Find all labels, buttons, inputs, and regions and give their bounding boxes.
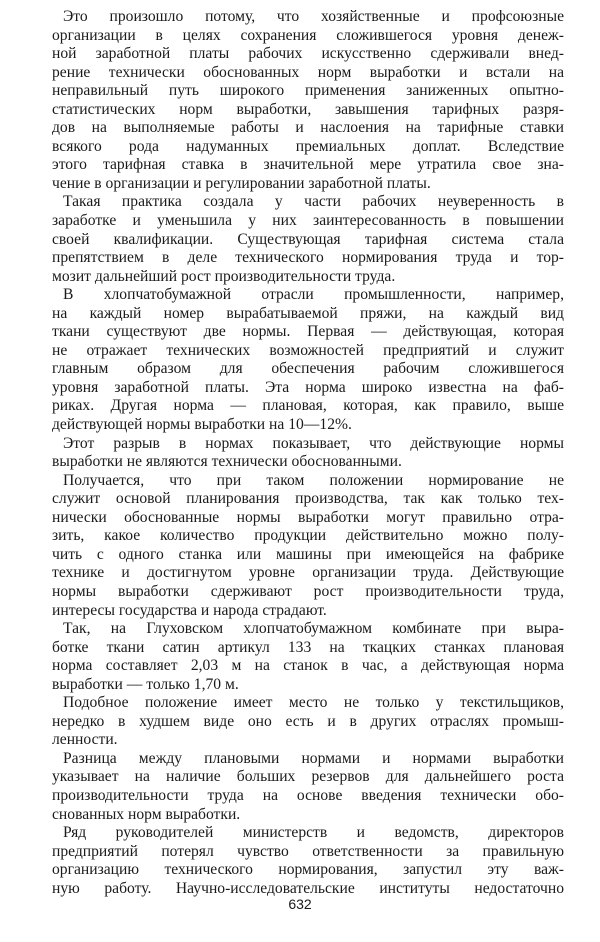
text-line: чить с одного станка или машины при имеющейся на фабрике (52, 545, 564, 563)
paragraph (52, 694, 564, 750)
text-line: своей квалификации. Существующая тарифная система стала (52, 230, 564, 248)
text-line: риках. Другая норма — плановая, которая, как правило, выше (52, 397, 564, 415)
text-line: указывает на наличие больших резервов для дальнейшего роста (52, 768, 564, 786)
text-line: организации в целях сохранения сложившегося уровня денеж- (52, 26, 564, 44)
paragraph (52, 472, 564, 620)
text-line: главным образом для обеспечения рабочим сложившегося (52, 360, 564, 378)
text-line: Разница между плановыми нормами и нормами выработки (63, 749, 564, 767)
text-line: чение в организации и регулировании заработной платы. (52, 174, 431, 192)
text-line: служит основой планирования производства, так как только тех- (52, 490, 564, 508)
text-line: нередко в худшем виде оно есть и в других отраслях промыш- (52, 712, 564, 730)
text-line: Такая практика создала у части рабочих неуверенность в (63, 193, 564, 211)
text-line: технике и достигнутом уровне организации труда. Действующие (52, 564, 564, 582)
text-line: ную работу. Научно-исследовательские институты недостаточно (52, 879, 564, 897)
text-line: интересы государства и народа страдают. (52, 601, 327, 619)
text-line: неправильный путь широкого применения заниженных опытно- (52, 82, 564, 100)
text-line: ботке ткани сатин артикул 133 на ткацких станках плановая (52, 638, 564, 656)
text-line: действующей нормы выработки на 10—12%. (52, 416, 352, 434)
paragraph (52, 286, 564, 434)
text-line: препятствием в деле технического нормирования труда и тор- (52, 249, 564, 267)
text-line: на каждый номер вырабатываемой пряжи, на каждый вид (52, 304, 564, 322)
text-line: организацию технического нормирования, запустил эту важ- (52, 861, 564, 879)
text-line: ленности. (52, 731, 118, 749)
text-line: выработки не являются технически обоснованными. (52, 453, 402, 471)
text-line: Этот разрыв в нормах показывает, что действующие нормы (63, 434, 564, 452)
text-line: Это произошло потому, что хозяйственные и профсоюзные (63, 8, 564, 25)
text-line: мозит дальнейший рост производительности труда. (52, 267, 396, 285)
paragraph (52, 193, 564, 286)
text-line: Ряд руководителей министерств и ведомств, директоров (63, 824, 564, 842)
text-line: В хлопчатобумажной отрасли промышленности, например, (63, 286, 564, 304)
text-line: всякого рода надуманных премиальных доплат. Вследствие (52, 137, 564, 155)
text-line: выработки — только 1,70 м. (52, 675, 239, 693)
page-body (52, 8, 564, 898)
text-line: Получается, что при таком положении нормирование не (63, 471, 564, 489)
page-number: 632 (288, 896, 312, 912)
text-line: производительности труда на основе введения технически обо- (52, 786, 564, 804)
paragraph (52, 824, 564, 898)
text-line: рение технически обоснованных норм выработки и встали на (52, 63, 564, 81)
text-line: Подобное положение имеет место не только у текстильщиков, (63, 694, 564, 712)
text-line: этого тарифная ставка в значительной мере утратила свое зна- (52, 156, 564, 174)
paragraph (52, 750, 564, 824)
text-line: зить, какое количество продукции действительно можно полу- (52, 527, 564, 545)
text-line: статистических норм выработки, завышения тарифных разря- (52, 100, 564, 118)
text-line: норма составляет 2,03 м на станок в час, а действующая норма (52, 657, 564, 675)
paragraph (52, 620, 564, 694)
paragraph (52, 435, 564, 472)
text-line: ной заработной платы рабочих искусственно сдерживали внед- (52, 45, 564, 63)
text-line: уровня заработной платы. Эта норма широко известна на фаб- (52, 378, 564, 396)
text-line: дов на выполняемые работы и наслоения на тарифные ставки (52, 119, 564, 137)
text-line: нически обоснованные нормы выработки могут правильно отра- (52, 508, 564, 526)
text-line: нормы выработки сдерживают рост производительности труда, (52, 582, 564, 600)
text-line: ткани существуют две нормы. Первая — действующая, которая (52, 323, 564, 341)
text-line: снованных норм выработки. (52, 805, 241, 823)
text-line: Так, на Глуховском хлопчатобумажном комбинате при выра- (63, 620, 564, 638)
text-line: заработке и уменьшила у них заинтересованность в повышении (52, 212, 564, 230)
text-line: не отражает технических возможностей предприятий и служит (52, 341, 564, 359)
text-line: предприятий потерял чувство ответственности за правильную (52, 842, 564, 860)
paragraph (52, 8, 564, 193)
